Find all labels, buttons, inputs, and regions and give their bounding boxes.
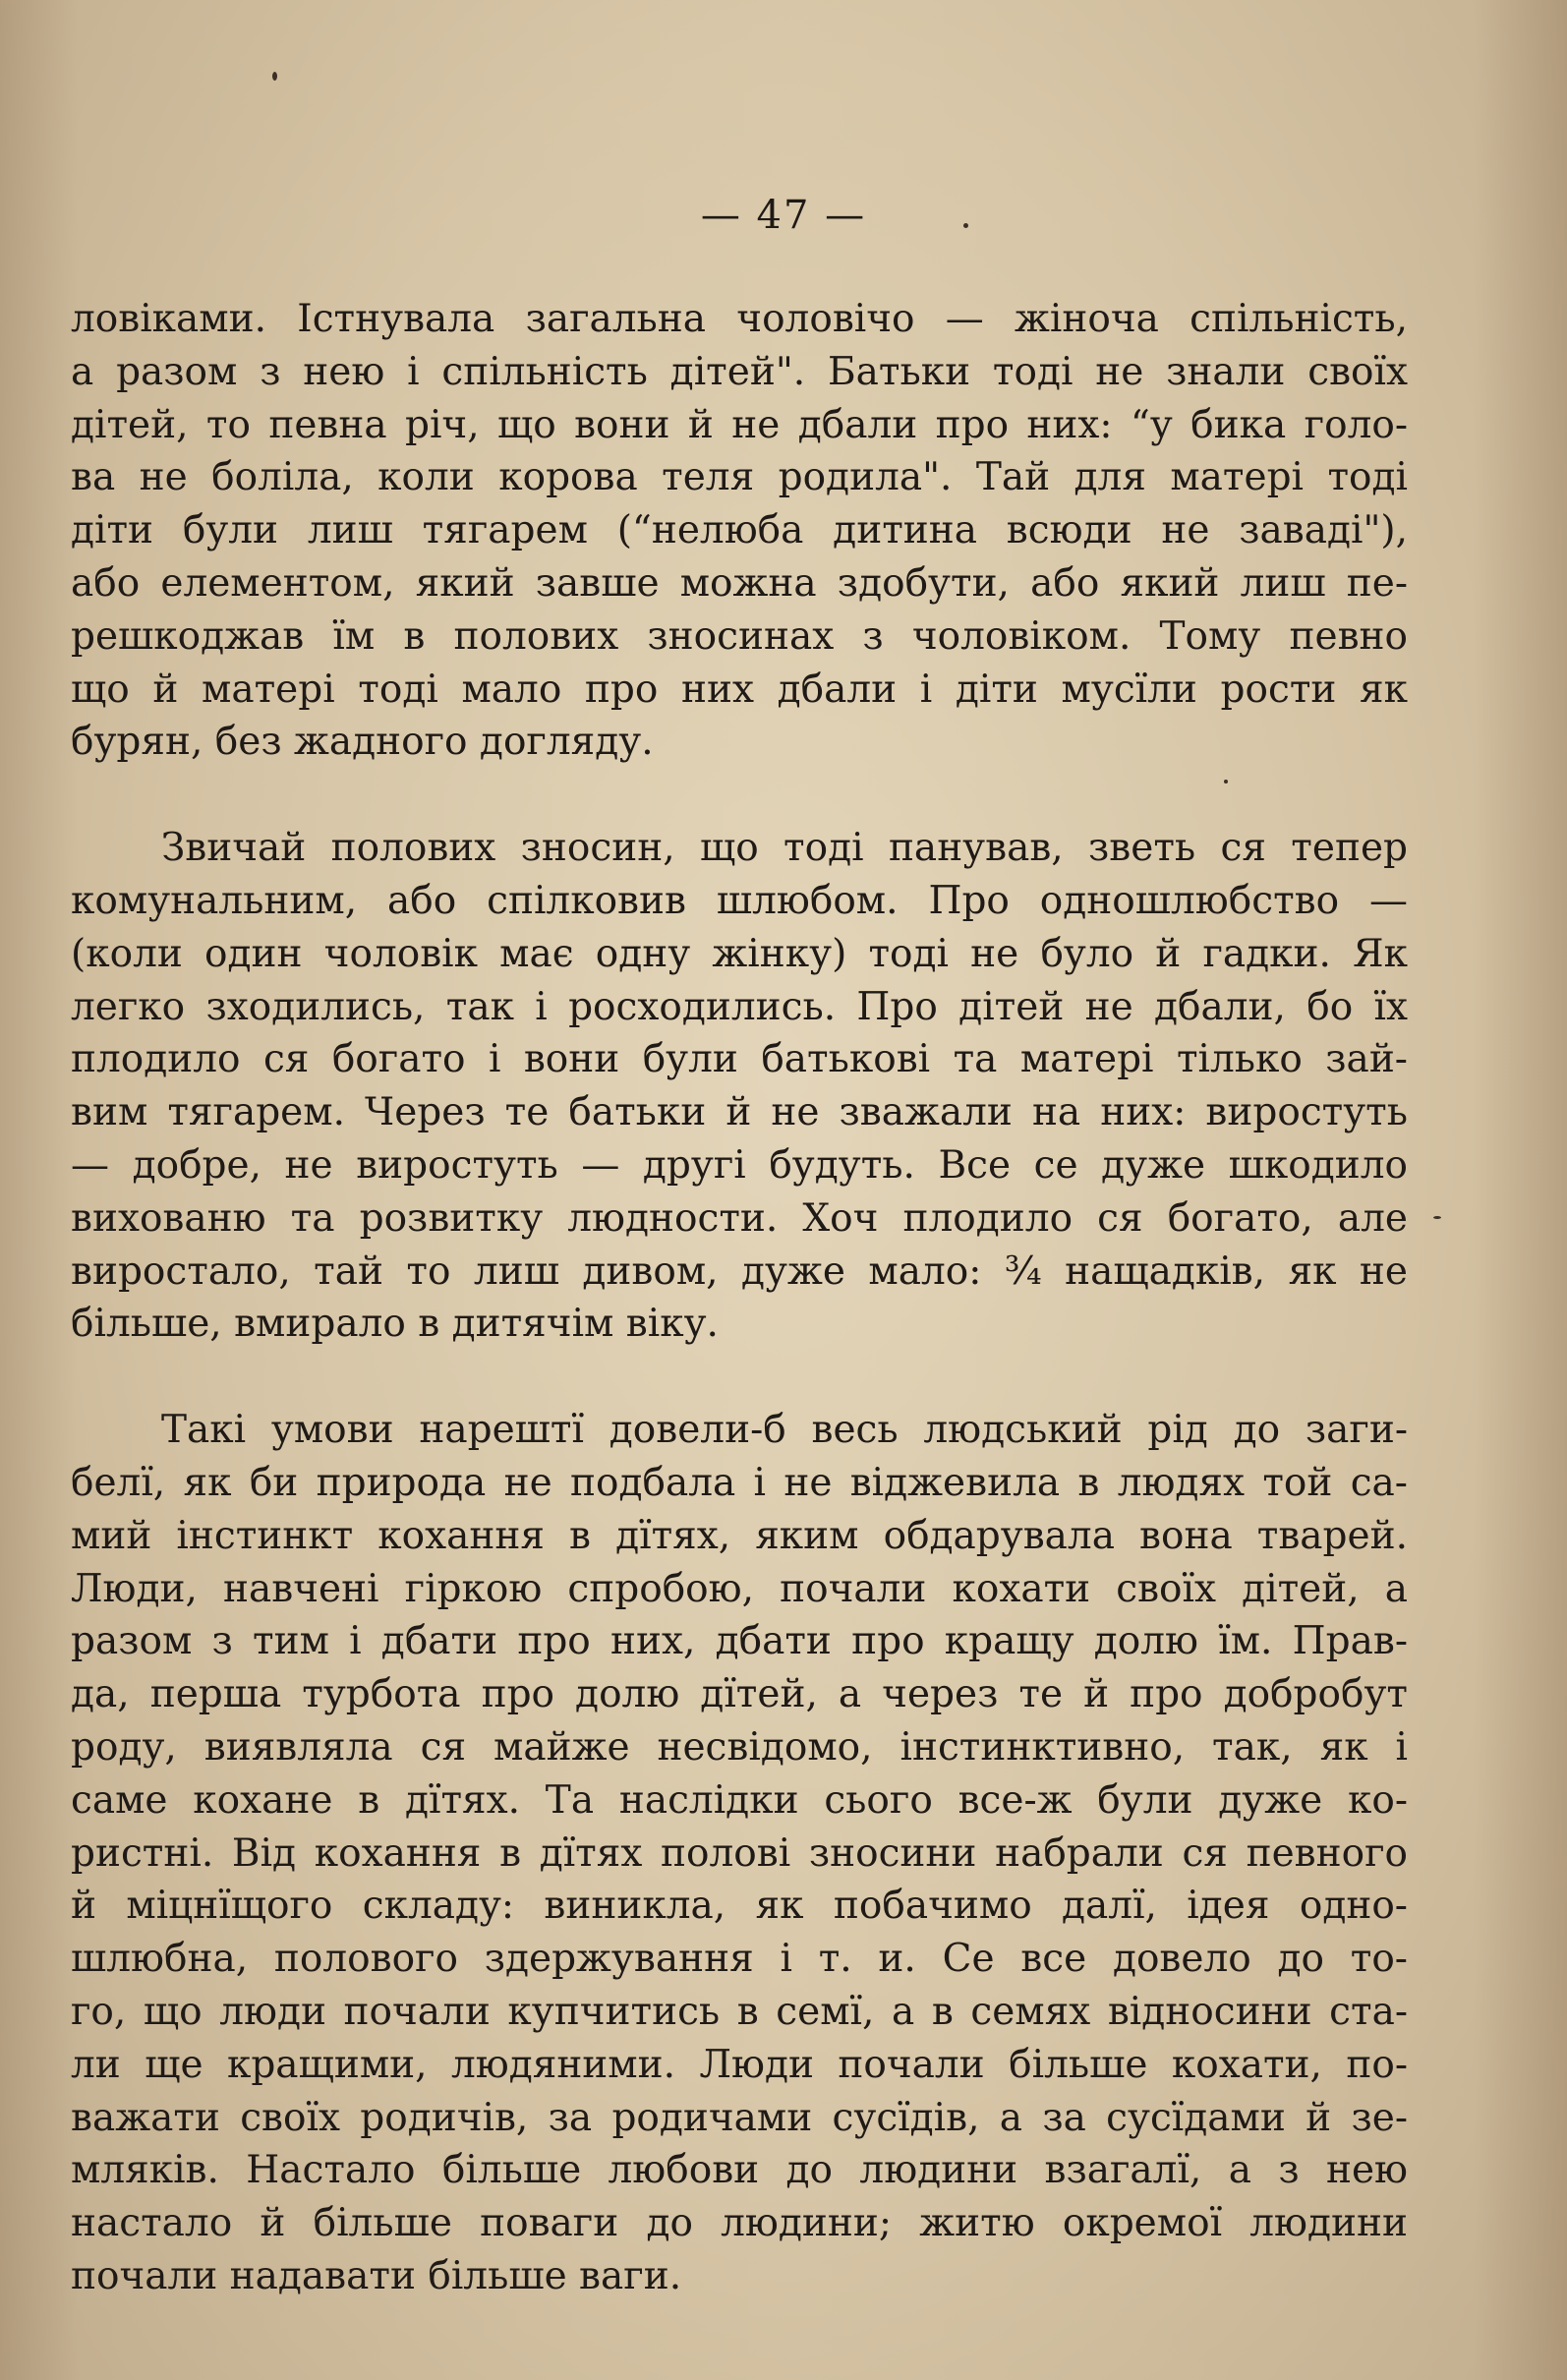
text-line: — добре, не виростуть — другі будуть. Все се дуже шкодило — [71, 1142, 1408, 1188]
text-line: ли ще кращими, людяними. Люди почали більше кохати, по- — [71, 2042, 1408, 2087]
text-line: почали надавати більше ваги. — [71, 2253, 682, 2298]
paragraph — [71, 293, 1408, 769]
text-line: комунальним, або спілковив шлюбом. Про одношлюбство — — [71, 878, 1408, 923]
text-line: Такі умови нарештї довели-б весь людський рід до заги- — [161, 1408, 1408, 1453]
text-line: важати своїх родичів, за родичами сусїдів, а за сусїдами й зе- — [71, 2095, 1408, 2140]
text-line: ристні. Від кохання в дїтях полові зносини набрали ся певного — [71, 1830, 1408, 1876]
text-line: го, що люди почали купчитись в семї, а в семях відносини ста- — [71, 1989, 1408, 2034]
text-line: белї, як би природа не подбала і не віджевила в людях той са- — [71, 1460, 1408, 1505]
paragraph — [71, 1404, 1408, 2303]
paper-speck — [1224, 780, 1228, 784]
text-line: більше, вмирало в дитячім віку. — [71, 1302, 719, 1347]
text-line: настало й більше поваги до людини; житю окремої людини — [71, 2201, 1408, 2246]
paragraph — [71, 822, 1408, 1351]
text-line: роду, виявляла ся майже несвідомо, інстинктивно, так, як і — [71, 1724, 1408, 1770]
text-line: а разом з нею і спільність дітей". Батьки тоді не знали своїх — [71, 349, 1408, 394]
text-line: діти були лиш тягарем (“нелюба дитина всюди не заваді"), — [71, 508, 1408, 553]
text-line: плодило ся богато і вони були батькові та матері тілько зай- — [71, 1037, 1408, 1082]
text-line: разом з тим і дбати про них, дбати про кращу долю їм. Прав- — [71, 1619, 1408, 1664]
text-line: що й матері тоді мало про них дбали і діти мусїли рости як — [71, 667, 1408, 712]
text-line: шлюбна, полового здержування і т. и. Се все довело до то- — [71, 1937, 1408, 1982]
text-line: бурян, без жадного догляду. — [71, 720, 654, 765]
text-line: вихованю та розвитку людности. Хоч плодило ся богато, але — [71, 1195, 1408, 1241]
page-number: — 47 — — [700, 193, 867, 238]
text-line: мий інстинкт кохання в дїтях, яким обдарувала вона тварей. — [71, 1513, 1408, 1558]
text-line: саме кохане в дїтях. Та наслідки сього все-ж були дуже ко- — [71, 1777, 1408, 1823]
text-line: легко зходились, так і росходились. Про дітей не дбали, бо їх — [71, 984, 1408, 1029]
paper-speck — [272, 72, 277, 81]
text-line: вим тягарем. Через те батьки й не зважали на них: виростуть — [71, 1090, 1408, 1135]
text-line: да, перша турбота про долю дїтей, а через те й про добробут — [71, 1672, 1408, 1717]
text-line: Люди, навчені гіркою спробою, почали кохати своїх дітей, а — [71, 1566, 1408, 1611]
body-text — [71, 293, 1408, 2303]
paper-speck — [1433, 1216, 1441, 1219]
text-line: мляків. Настало більше любови до людини взагалї, а з нею — [71, 2148, 1408, 2193]
text-line: (коли один чоловік має одну жінку) тоді не було й гадки. Як — [71, 931, 1408, 976]
text-line: ва не боліла, коли корова теля родила". Тай для матері тоді — [71, 455, 1408, 500]
text-line: виростало, тай то лиш дивом, дуже мало: ¾ нащадків, як не — [71, 1248, 1408, 1294]
text-line: решкоджав їм в полових зносинах з чоловіком. Тому певно — [71, 613, 1408, 659]
text-line: дітей, то певна річ, що вони й не дбали про них: “у бика голо- — [71, 402, 1408, 447]
text-line: або елементом, який завше можна здобути, або який лиш пе- — [71, 560, 1408, 606]
text-line: й міцнїщого складу: виникла, як побачимо далї, ідея одно- — [71, 1884, 1408, 1929]
text-line: ловіками. Істнувала загальна чоловічо — жіноча спільність, — [71, 297, 1408, 341]
text-line: Звичай полових зносин, що тоді панував, зветь ся тепер — [161, 826, 1408, 871]
paper-speck — [963, 223, 968, 228]
